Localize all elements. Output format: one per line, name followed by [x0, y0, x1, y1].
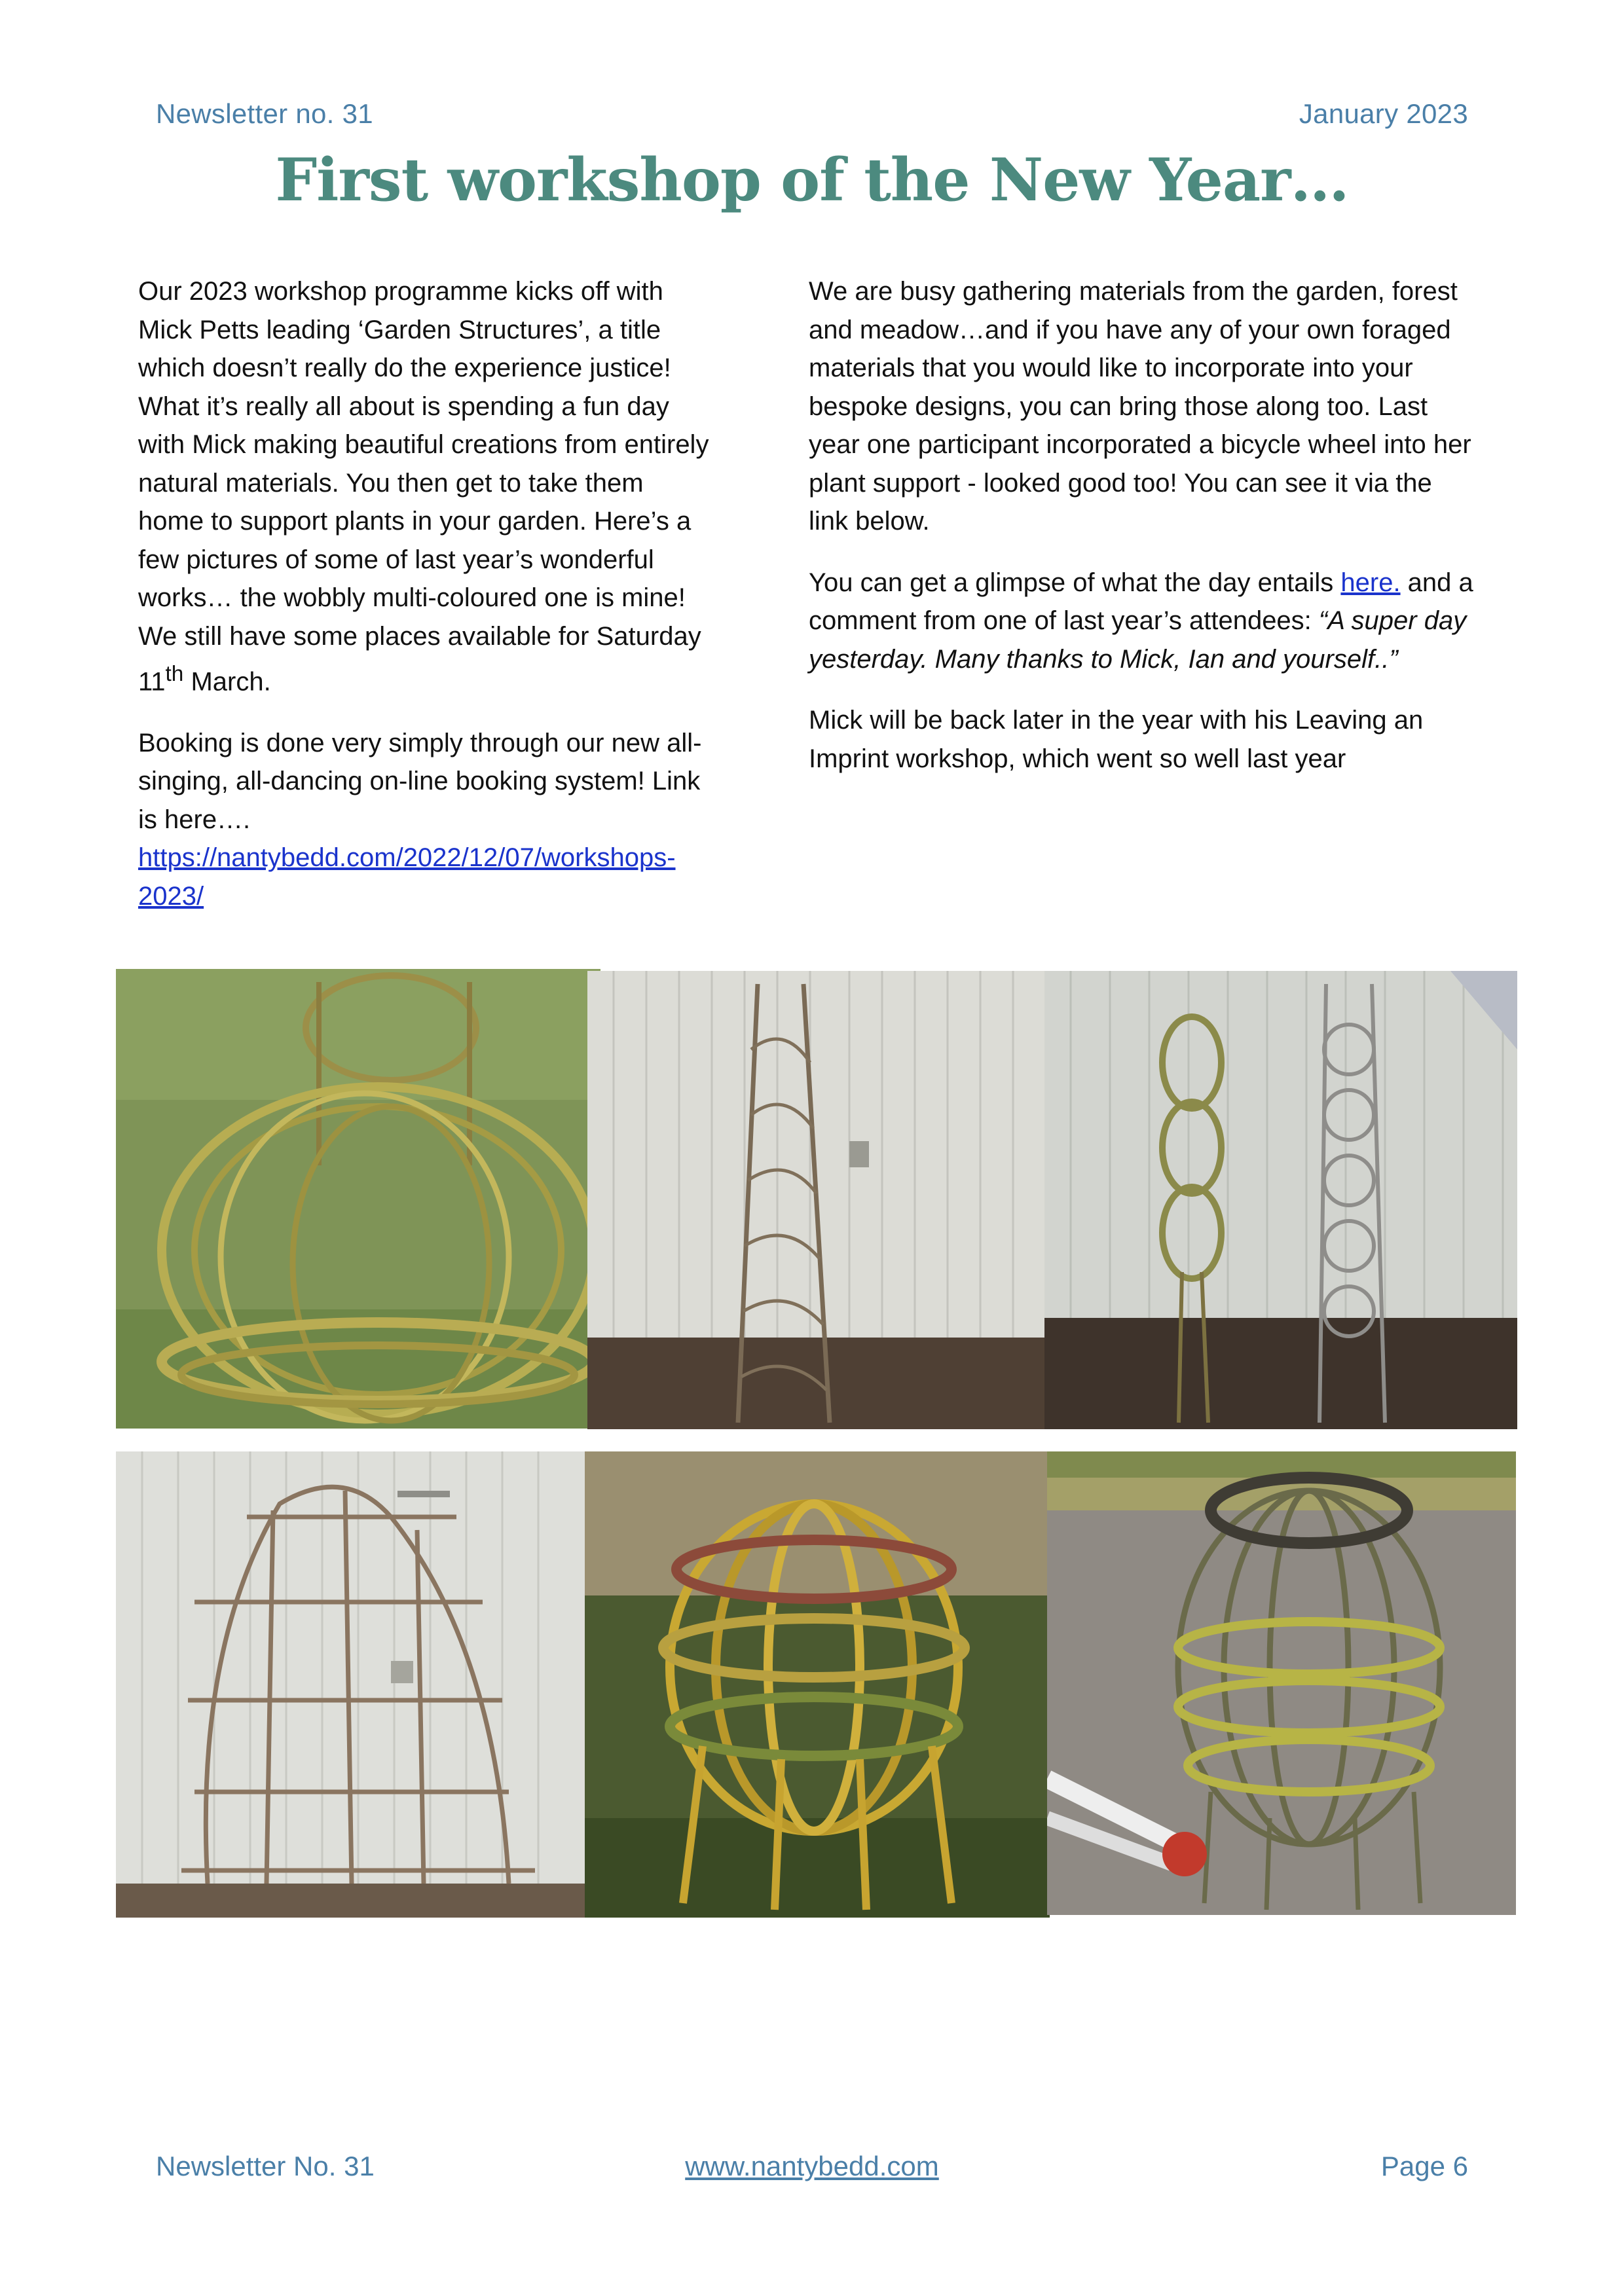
photo-trellis-panel-by-shed	[116, 1451, 586, 1918]
right-column	[809, 272, 1477, 801]
intro-text-end: March.	[183, 667, 271, 697]
footer-newsletter-number: Newsletter No. 31	[156, 2151, 375, 2181]
glimpse-paragraph	[809, 564, 1477, 679]
page-title: First workshop of the New Year…	[275, 145, 1349, 215]
here-link[interactable]: here.	[1340, 568, 1401, 597]
photo-tall-obelisk-by-shed	[587, 971, 1046, 1429]
header-newsletter-number: Newsletter no. 31	[156, 98, 373, 129]
booking-link[interactable]: https://nantybedd.com/2022/12/07/workshops-2023/	[138, 843, 676, 911]
header-date: January 2023	[1299, 98, 1468, 129]
footer-page-number: Page 6	[1380, 2151, 1468, 2181]
glimpse-text: You can get a glimpse of what the day entails	[809, 568, 1341, 597]
attendee-quote: “A super day yesterday. Many thanks to Mick, Ian and yourself..”	[809, 606, 1467, 674]
materials-paragraph: We are busy gathering materials from the garden, forest and meadow…and if you have any of your own foraged materials that you would like to incorporate into your bespoke designs, you can bring those along too. Last year one participant incorporated a bicycle wheel into her plant support - looked good too! You can see it via the link below.	[809, 277, 1471, 536]
photo-willow-dome-on-grass	[116, 969, 600, 1429]
booking-paragraph	[138, 724, 714, 916]
left-column	[138, 272, 714, 938]
leaving-imprint-paragraph: Mick will be back later in the year with his Leaving an Imprint workshop, which went so well last year	[809, 706, 1424, 773]
comment-text: and a comment from one of last year’s attendees:	[809, 568, 1473, 635]
date-superscript: th	[165, 662, 184, 686]
photo-two-obelisks-by-shed	[1044, 971, 1517, 1429]
intro-paragraph	[138, 272, 714, 701]
photo-multicoloured-dome	[585, 1451, 1050, 1918]
booking-text: Booking is done very simply through our new all-singing, all-dancing on-line booking system! Link is here….	[138, 728, 702, 834]
photo-willow-cloche-on-gravel	[1047, 1451, 1516, 1915]
website-link[interactable]: www.nantybedd.com	[685, 2151, 939, 2181]
intro-text: Our 2023 workshop programme kicks off with Mick Petts leading ‘Garden Structures’, a title which doesn’t really do the experience justice! What it’s really all about is spending a fun day with Mick making beautiful creations from entirely natural materials. You then get to take them home to support plants in your garden. Here’s a few pictures of some of last year’s wonderful works… the wobbly multi-coloured one is mine! We still have some places available for Saturday 11	[138, 277, 709, 697]
